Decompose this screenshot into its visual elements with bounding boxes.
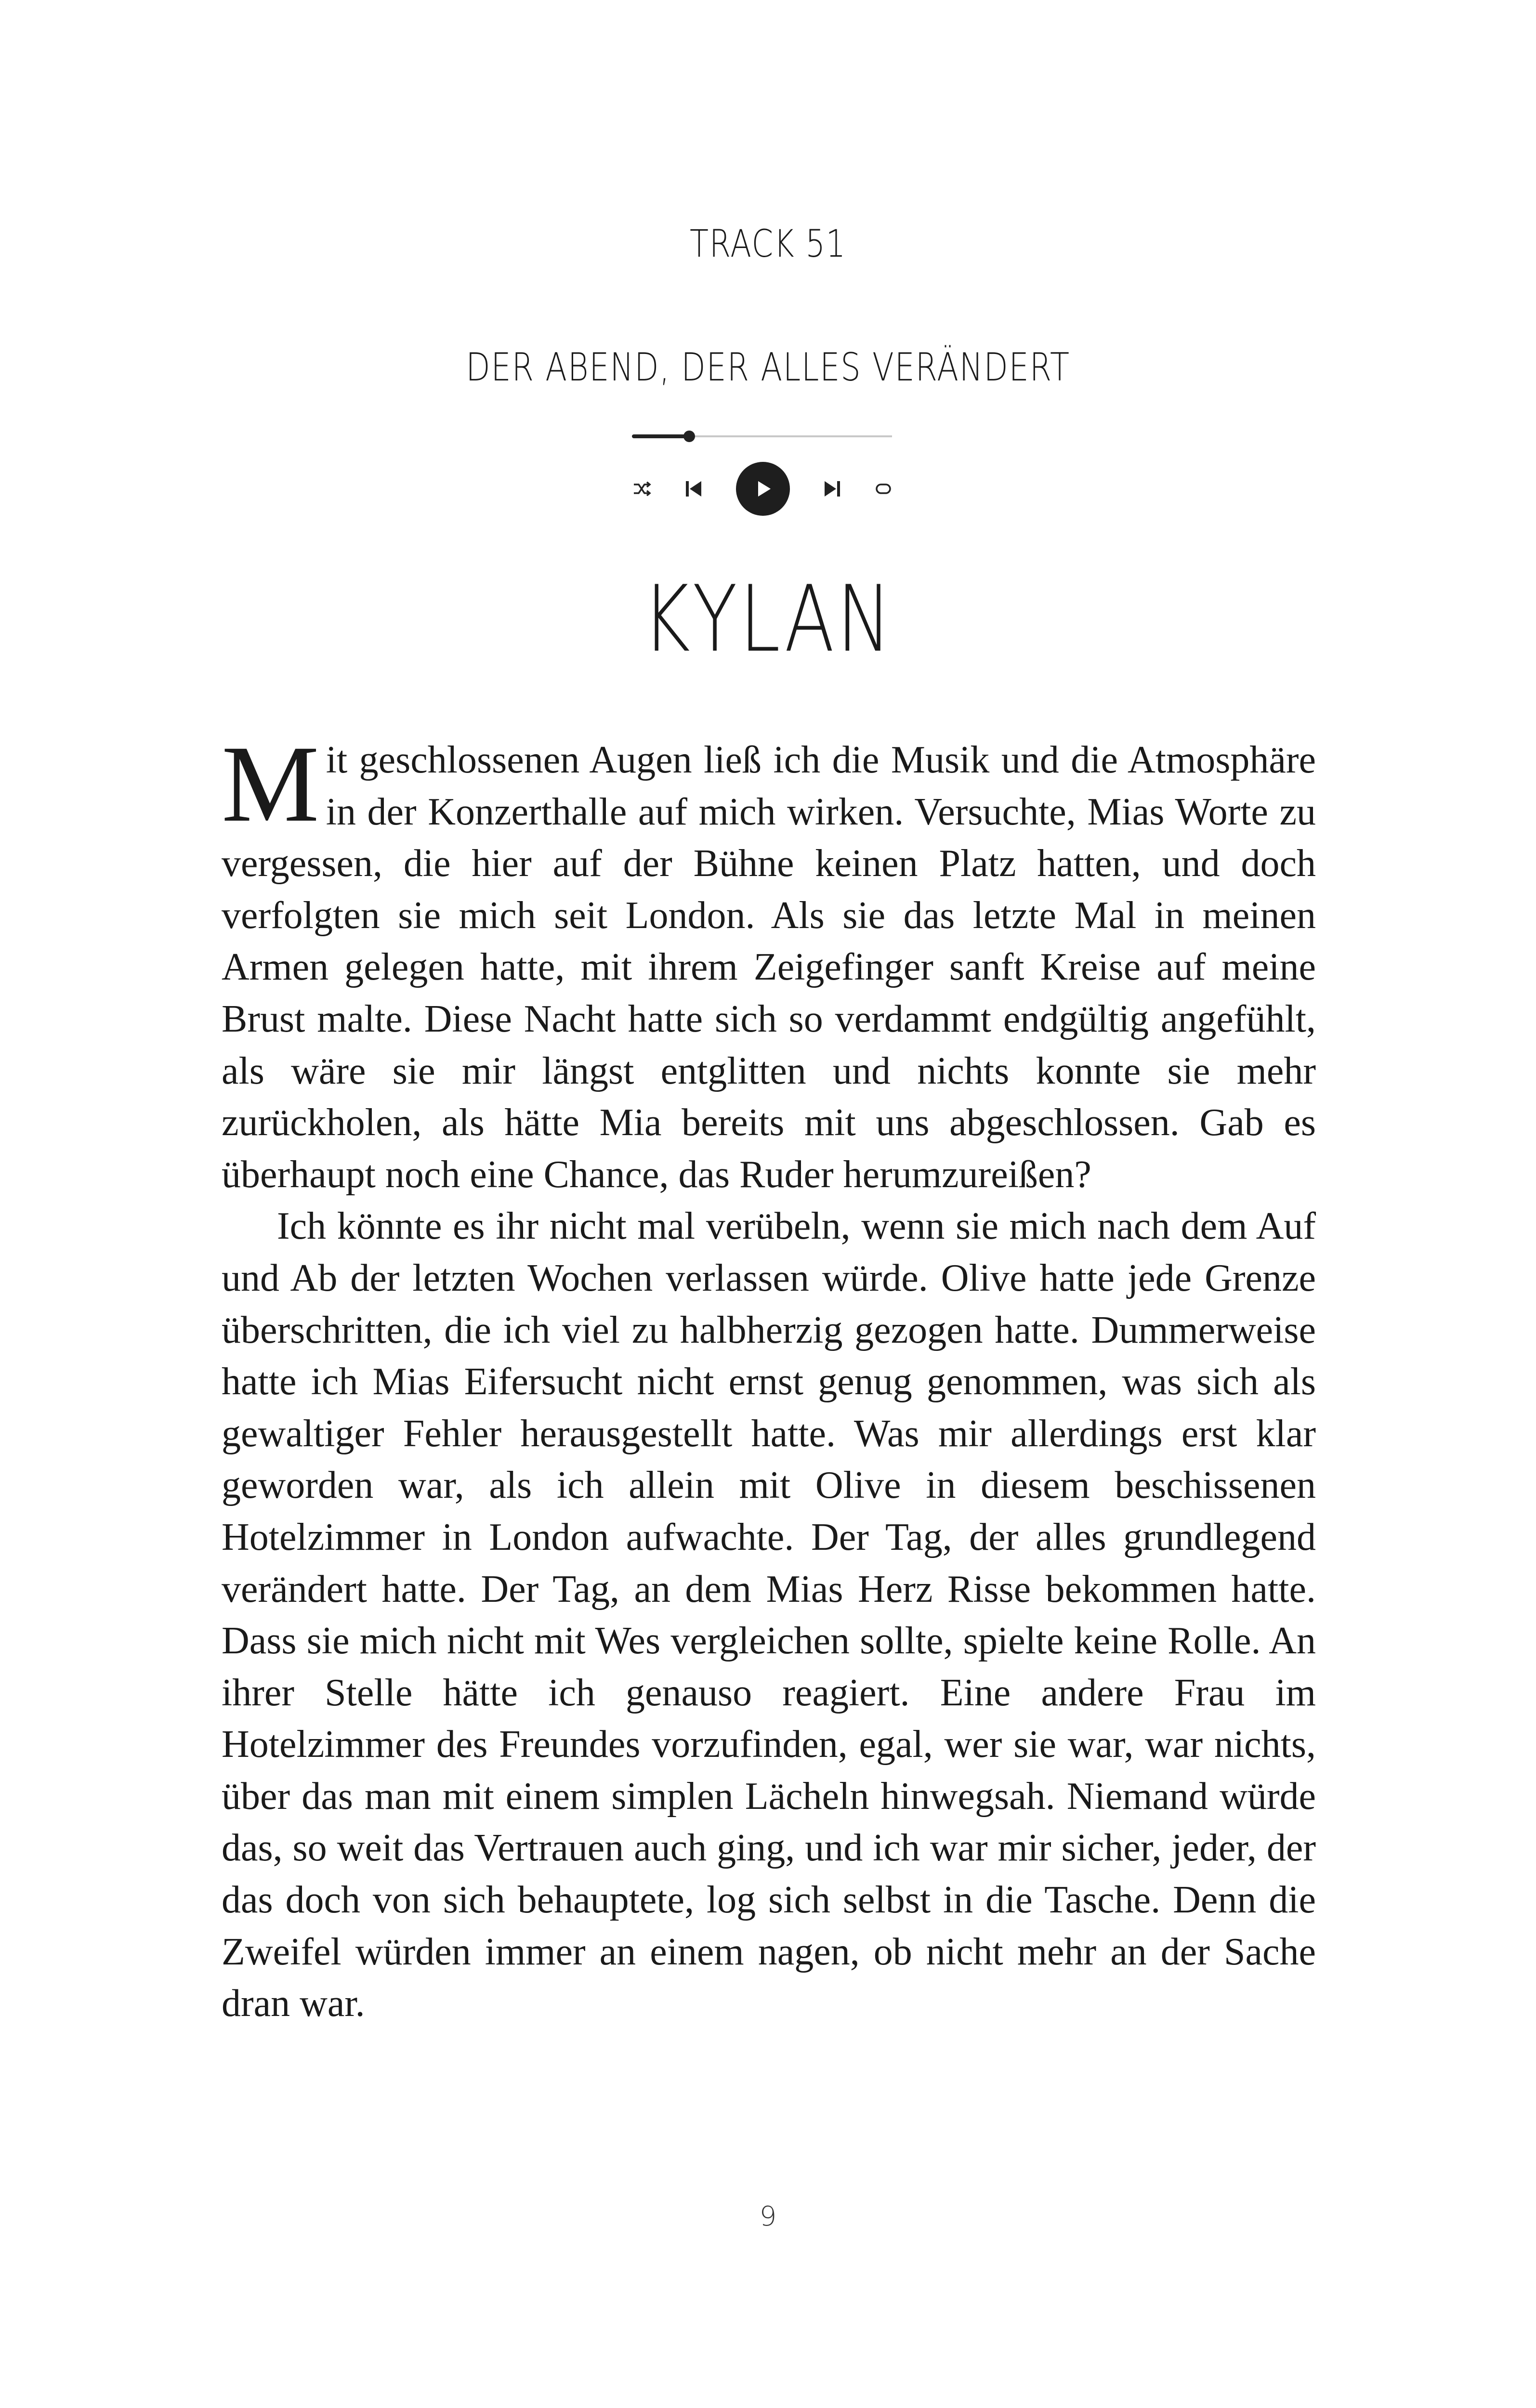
paragraph-1-text: it geschlossenen Augen ließ ich die Musik und die Atmosphäre in der Konzerthalle auf mich wirken. Versuchte, Mias Worte zu vergessen, die hier auf der Bühne keinen Platz hatten, und doch verfolgten sie mich seit London. Als sie das letzte Mal in meinen Armen gelegen hatte, mit ihrem Zeigefinger sanft Kreise auf meine Brust malte. Diese Nacht hatte sich so verdammt endgültig angefühlt, als wäre sie mir längst entglitten und nichts konnte sie mehr zurückholen, als hätte Mia bereits mit uns abgeschlossen. Gab es überhaupt noch eine Chance, das Ruder herumzureißen? [222,739,1316,1196]
skip-back-icon[interactable] [683,478,704,499]
drop-cap: M [222,723,319,845]
progress-knob[interactable] [683,431,695,442]
play-icon [752,478,774,499]
paragraph-1 [222,723,1316,1201]
progress-fill [632,434,689,438]
narrator-heading: KYLAN [642,566,894,672]
shuffle-icon[interactable] [632,482,651,496]
repeat-icon[interactable] [875,482,892,496]
body-text [222,723,1316,2030]
track-label: TRACK 51 [689,222,846,266]
progress-bar[interactable] [632,434,892,438]
play-button[interactable] [736,462,790,516]
skip-forward-icon[interactable] [822,478,843,499]
paragraph-2: Ich könnte es ihr nicht mal verübeln, wenn sie mich nach dem Auf und Ab der letzten Wochen verlassen würde. Olive hatte jede Grenze überschritten, die ich viel zu halbherzig gezogen hatte. Dummerweise hatte ich Mias Eifersucht nicht ernst genug genommen, was sich als gewaltiger Fehler herausgestellt hatte. Was mir allerdings erst klar geworden war, als ich allein mit Olive in diesem beschissenen Hotelzimmer in London aufwachte. Der Tag, der alles grundlegend verändert hatte. Der Tag, an dem Mias Herz Risse bekommen hatte. Dass sie mich nicht mit Wes vergleichen sollte, spielte keine Rolle. An ihrer Stelle hätte ich genauso reagiert. Eine andere Frau im Hotelzimmer des Freundes vorzufinden, egal, wer sie war, war nichts, über das man mit einem simplen Lächeln hinwegsah. Niemand würde das, so weit das Vertrauen auch ging, und ich war mir sicher, jeder, der das doch von sich behauptete, log sich selbst in die Tasche. Denn die Zweifel würden immer an einem nagen, ob nicht mehr an der Sache dran war. [222,1205,1316,2025]
page-number: 9 [759,2201,777,2232]
chapter-title: DER ABEND, DER ALLES VERÄNDERT [466,345,1070,390]
player-controls [632,460,892,518]
